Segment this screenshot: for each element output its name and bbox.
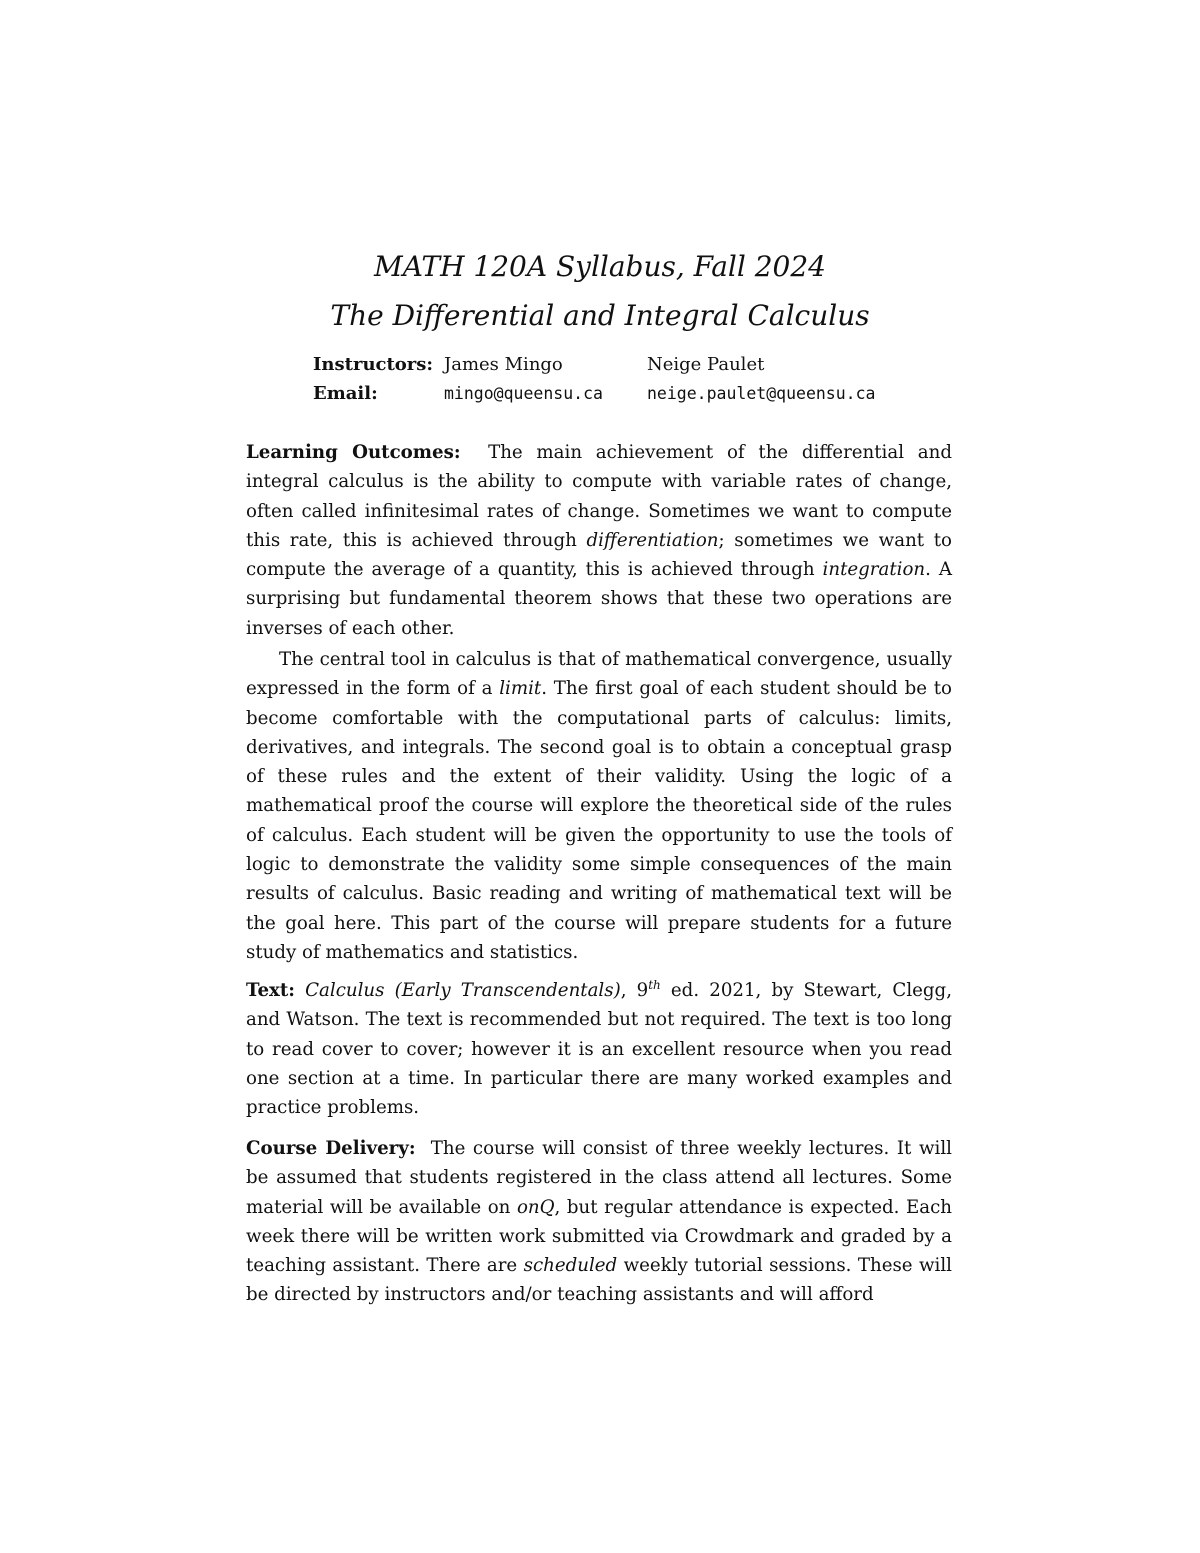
instructor-table xyxy=(313,350,875,408)
instructor-email-2: neige.paulet@queensu.ca xyxy=(647,384,876,403)
instructors-label: Instructors: xyxy=(313,354,434,375)
instructor-email-1: mingo@queensu.ca xyxy=(444,384,603,403)
text-heading: Text: xyxy=(246,980,295,1001)
learning-outcomes-heading: Learning Outcomes: xyxy=(246,442,461,463)
convergence-text-2: . The first goal of each student should be to become comfortable with the computational parts of calculus: limits, derivatives, and integrals. The second goal is to obtain a conceptual grasp of these rules and the extent of their validity. Using the logic of a mathematical proof the course will explore the theoretical side of the rules of calculus. Each student will be given the opportunity to use the tools of logic to demonstrate the validity some simple consequences of the main results of calculus. Basic reading and writing of mathematical text will be the goal here. This part of the course will prepare students for a future study of mathematics and statistics. xyxy=(246,678,952,963)
learning-outcomes-text-1: The main achievement of the differential and integral calculus is the ability to compute with variable rates of change, often called infinitesimal rates of change. Sometimes we want to compute this rate, this is achieved through xyxy=(246,442,952,551)
course-delivery-text-1: The course will consist of three weekly lectures. It will be assumed that students registered in the class attend all lectures. Some material will be available on xyxy=(246,1138,952,1218)
text-paragraph-text: ed. 2021, by Stewart, Clegg, and Watson. The text is recommended but not required. The text is too long to read cover to cover; however it is an excellent resource when you read one section at a time. In particular there are many worked examples and practice problems. xyxy=(246,980,952,1119)
learning-outcomes-text-2: ; sometimes we want to compute the average of a quantity, this is achieved through xyxy=(246,529,952,581)
email-label: Email: xyxy=(313,383,378,404)
textbook-edition-superscript: th xyxy=(648,977,661,992)
learning-outcomes-paragraph xyxy=(246,438,952,643)
instructor-name-2: Neige Paulet xyxy=(647,354,765,375)
text-paragraph xyxy=(246,976,952,1122)
course-delivery-emphasis-1: onQ xyxy=(516,1196,555,1218)
email-row xyxy=(313,379,875,408)
instructor-name-1: James Mingo xyxy=(444,354,563,375)
document-title: MATH 120A Syllabus, Fall 2024 xyxy=(374,250,826,283)
course-delivery-emphasis-2: scheduled xyxy=(523,1255,618,1277)
convergence-emphasis-1: limit xyxy=(499,678,542,700)
course-delivery-heading: Course Delivery: xyxy=(246,1138,416,1159)
learning-outcomes-text-3: . A surprising but fundamental theorem shows that these two operations are inverses of each other. xyxy=(246,559,952,639)
course-delivery-text-2: , but regular attendance is expected. Each week there will be written work submitted via Crowdmark and graded by a teaching assistant. There are xyxy=(246,1196,952,1277)
course-delivery-text-3: weekly tutorial sessions. These will be directed by instructors and/or teaching assistants and will afford xyxy=(246,1255,952,1306)
textbook-title: Calculus (Early Transcendentals) xyxy=(305,980,621,1001)
document-subtitle: The Differential and Integral Calculus xyxy=(330,299,870,332)
course-delivery-paragraph xyxy=(246,1134,952,1310)
learning-outcomes-emphasis-2: integration xyxy=(822,559,926,581)
instructors-row xyxy=(313,350,875,379)
learning-outcomes-emphasis-1: differentiation xyxy=(586,529,719,551)
convergence-paragraph xyxy=(246,645,952,967)
textbook-edition: , 9 xyxy=(620,980,649,1001)
convergence-text-1: The central tool in calculus is that of mathematical convergence, usually expressed in the form of a xyxy=(246,649,952,700)
